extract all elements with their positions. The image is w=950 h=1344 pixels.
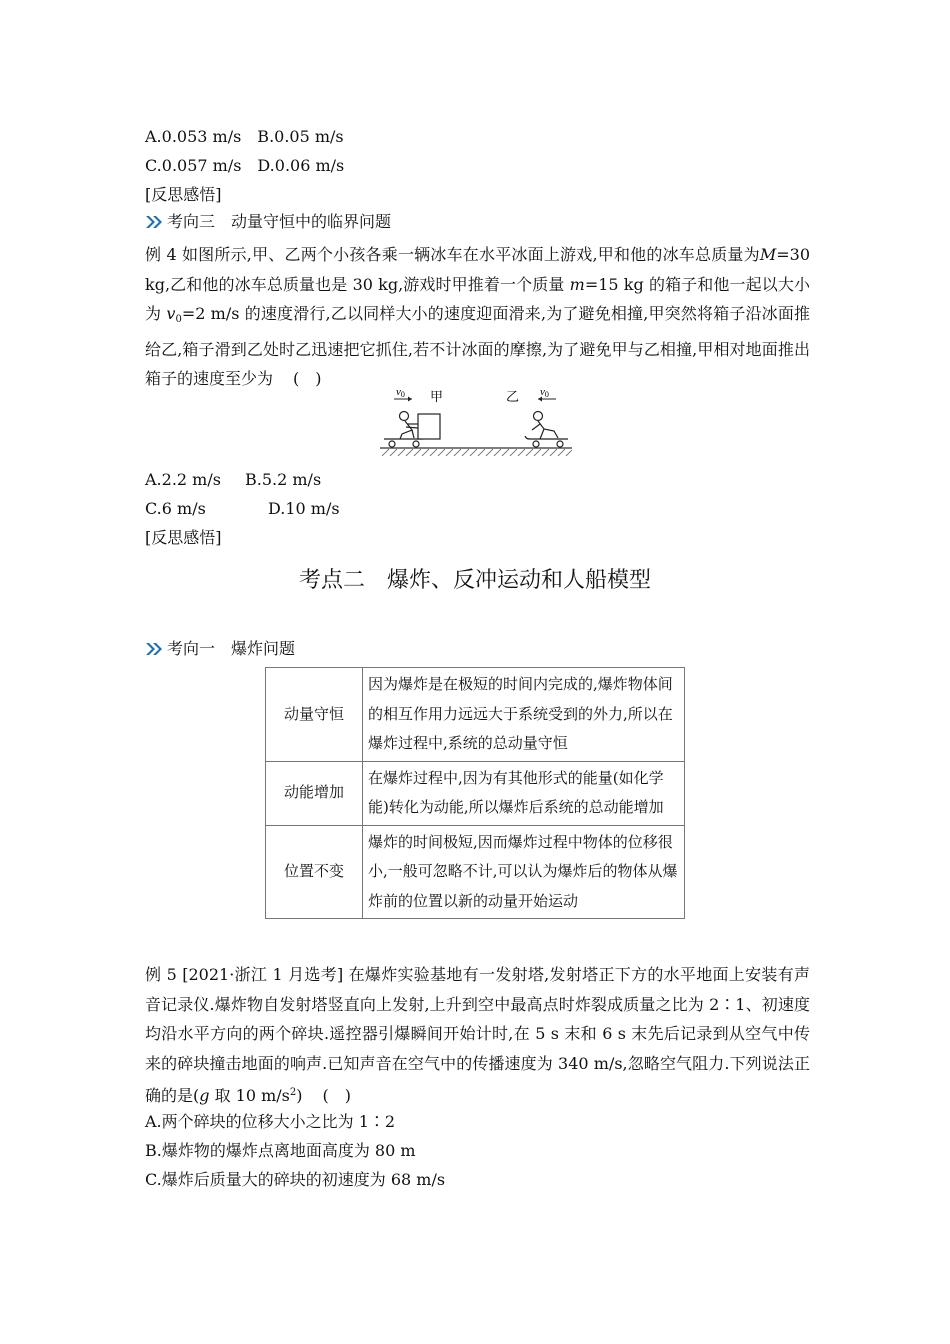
example-5-option-c: C.爆炸后质量大的碎块的初速度为 68 m/s bbox=[145, 1170, 446, 1189]
table-value: 爆炸的时间极短,因而爆炸过程中物体的位移很小,一般可忽略不计,可以认为爆炸后的物体从爆炸前的位置以新的动量开始运动 bbox=[363, 825, 685, 919]
table-row bbox=[266, 761, 685, 825]
example-4-option-a: A.2.2 m/s bbox=[145, 470, 221, 489]
example-4-option-d: D.10 m/s bbox=[268, 499, 340, 518]
table-key: 动量守恒 bbox=[266, 668, 363, 762]
example-4-text: 例 4 如图所示,甲、乙两个小孩各乘一辆冰车在水平冰面上游戏,甲和他的冰车总质量为M=30 kg,乙和他的冰车总质量也是 30 kg,游戏时甲推着一个质量 m=15 kg 的箱子和他一起以大小为 $v_0=2$ m/s 的速度滑行,乙以同样大小的速度迎面滑来,为了避免相撞,甲突然将箱子沿冰面推给乙,箱子滑到乙处时乙迅速把它抓住,若不计冰面的摩擦,为了避免甲与乙相撞,甲相对地面推出箱子的速度至少为 ( ) bbox=[145, 245, 810, 388]
sled-yi bbox=[525, 436, 568, 447]
double-chevron-icon bbox=[145, 641, 163, 657]
table-row bbox=[266, 825, 685, 919]
direction-heading-1 bbox=[145, 638, 295, 660]
v0-label-left: v0 bbox=[396, 386, 405, 399]
table-key: 动能增加 bbox=[266, 761, 363, 825]
answer-bracket-4: ( ) bbox=[293, 369, 322, 388]
q3-options-row1: A.0.053 m/s B.0.05 m/s bbox=[145, 127, 344, 146]
v0-label-right: v0 bbox=[540, 386, 549, 399]
kid-jia bbox=[400, 412, 419, 440]
explosion-table bbox=[265, 667, 685, 919]
example-5-option-a: A.两个碎块的位移大小之比为 1∶2 bbox=[145, 1112, 396, 1131]
kid-yi bbox=[532, 412, 558, 440]
table-value: 在爆炸过程中,因为有其他形式的能量(如化学能)转化为动能,所以爆炸后系统的总动能增加 bbox=[363, 761, 685, 825]
double-chevron-icon bbox=[145, 214, 163, 230]
reflection-label-1: [反思感悟] bbox=[145, 185, 222, 204]
table-key: 位置不变 bbox=[266, 825, 363, 919]
example-4-option-c: C.6 m/s bbox=[145, 499, 206, 518]
table-row bbox=[266, 668, 685, 762]
direction-heading-3-text: 考向三 动量守恒中的临界问题 bbox=[167, 212, 392, 231]
label-jia: 甲 bbox=[430, 390, 444, 405]
reflection-label-2: [反思感悟] bbox=[145, 528, 222, 547]
label-yi: 乙 bbox=[506, 390, 520, 405]
table-value: 因为爆炸是在极短的时间内完成的,爆炸物体间的相互作用力远远大于系统受到的外力,所以在爆炸过程中,系统的总动量守恒 bbox=[363, 668, 685, 762]
example-5-option-b: B.爆炸物的爆炸点离地面高度为 80 m bbox=[145, 1141, 416, 1160]
section-title: 考点二 爆炸、反冲运动和人船模型 bbox=[298, 568, 651, 593]
example-4-figure bbox=[378, 384, 574, 460]
answer-bracket-5: ( ) bbox=[322, 1086, 352, 1105]
direction-heading-3 bbox=[145, 211, 391, 233]
box bbox=[418, 414, 440, 439]
q3-options-row2: C.0.057 m/s D.0.06 m/s bbox=[145, 156, 345, 175]
example-5-text: 例 5 [2021·浙江 1 月选考] 在爆炸实验基地有一发射塔,发射塔正下方的水平地面上安装有声音记录仪.爆炸物自发射塔竖直向上发射,上升到空中最高点时炸裂成质量之比为 2∶1、初速度均沿水平方向的两个碎块.遥控器引爆瞬间开始计时,在 5 s 末和 6 s 末先后记录到从空气中传来的碎块撞击地面的响声.已知声音在空气中的传播速度为 340 m/s,忽略空气阻力.下列说法正确的是(g 取 10 $m/s^2$) ( ) bbox=[145, 965, 810, 1105]
direction-heading-1-text: 考向一 爆炸问题 bbox=[167, 639, 296, 658]
example-4-option-b: B.5.2 m/s bbox=[245, 470, 322, 489]
